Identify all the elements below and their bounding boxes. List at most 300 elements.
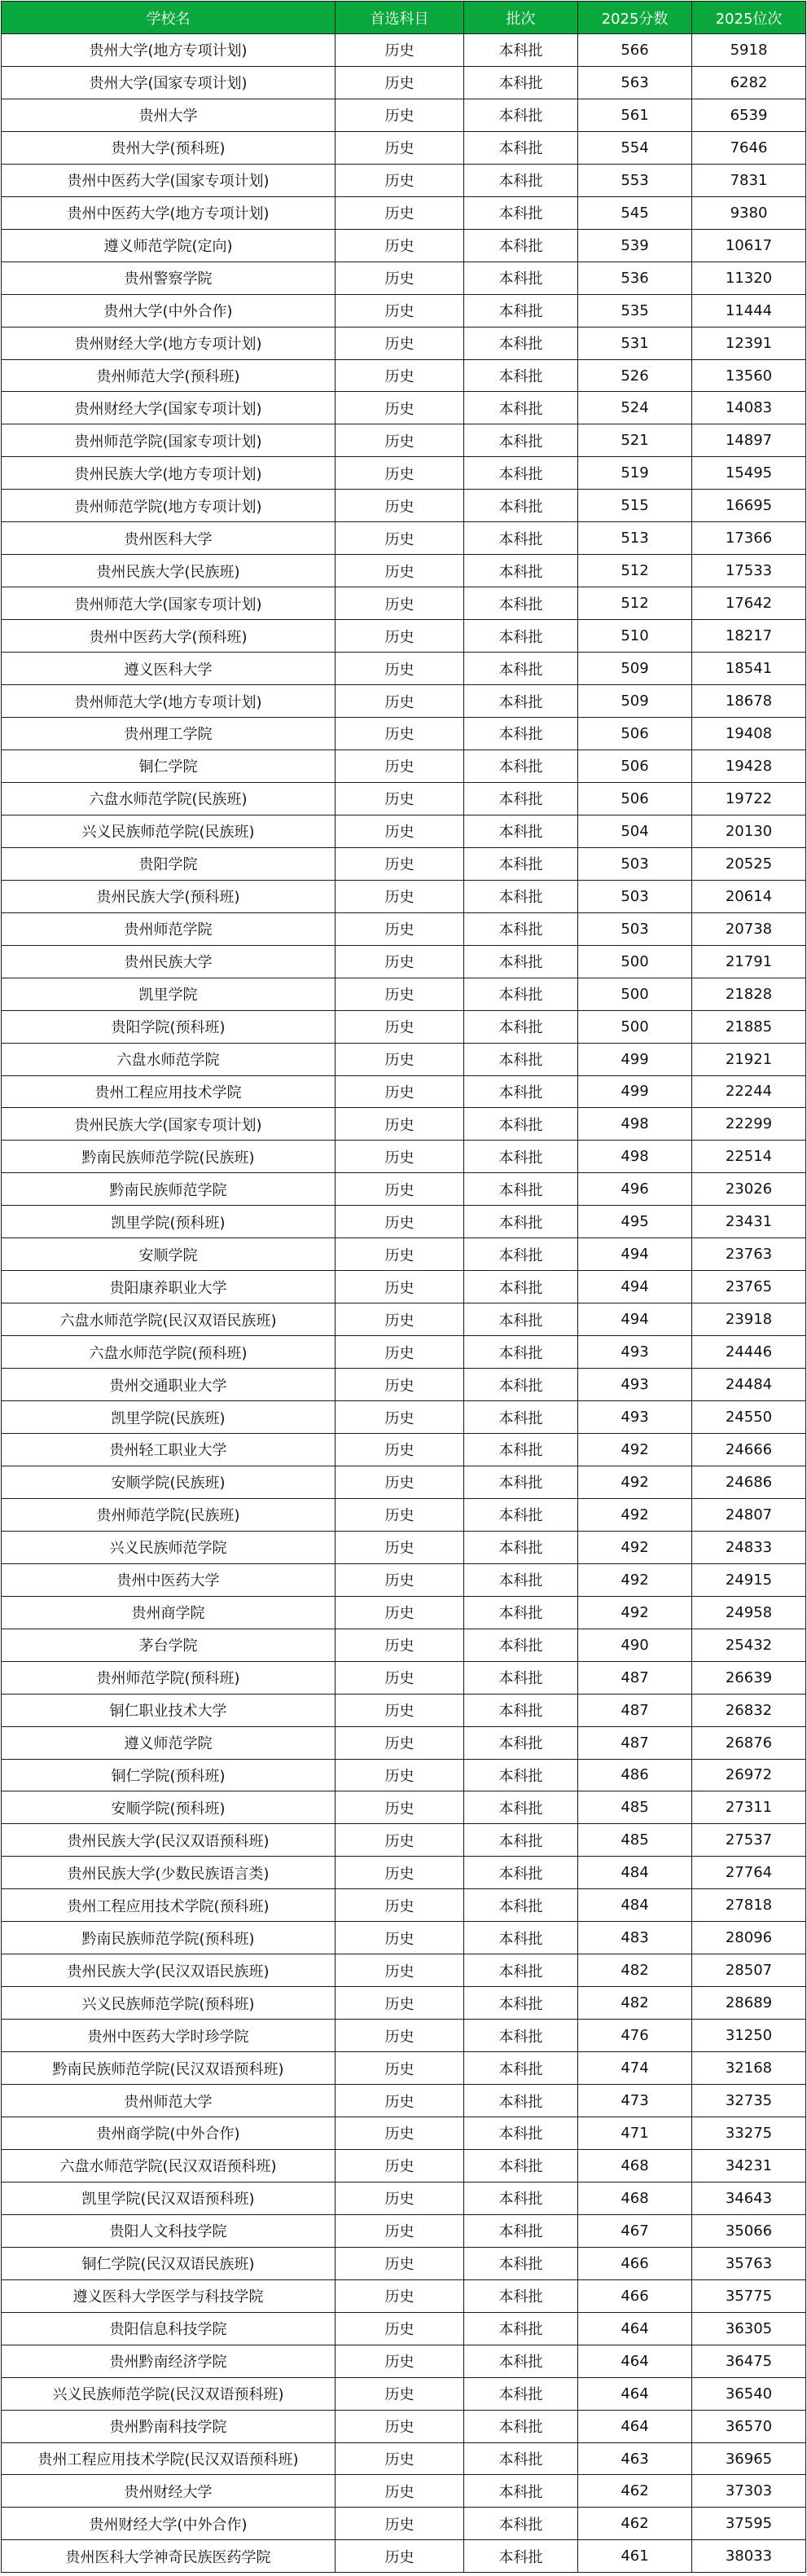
cell-subject: 历史	[336, 2377, 464, 2410]
cell-rank: 26972	[692, 1759, 806, 1791]
cell-school: 凯里学院(民汉双语预科班)	[2, 2182, 336, 2214]
table-row	[2, 1043, 806, 1075]
cell-subject: 历史	[336, 1791, 464, 1824]
page	[0, 1, 807, 2576]
cell-school: 铜仁学院(预科班)	[2, 1759, 336, 1791]
cell-subject: 历史	[336, 1531, 464, 1563]
cell-school: 贵州民族大学(民族班)	[2, 555, 336, 587]
cell-rank: 15495	[692, 457, 806, 490]
cell-rank: 36570	[692, 2410, 806, 2442]
table-row	[2, 620, 806, 653]
cell-batch: 本科批	[464, 1954, 578, 1987]
cell-school: 贵阳学院	[2, 847, 336, 880]
cell-batch: 本科批	[464, 1498, 578, 1531]
table-row	[2, 1857, 806, 1889]
table-row	[2, 2508, 806, 2540]
cell-batch: 本科批	[464, 522, 578, 555]
table-row	[2, 262, 806, 294]
cell-score: 474	[578, 2052, 692, 2085]
cell-subject: 历史	[336, 1661, 464, 1694]
cell-score: 509	[578, 653, 692, 685]
cell-score: 487	[578, 1726, 692, 1759]
cell-score: 503	[578, 912, 692, 945]
table-row	[2, 2377, 806, 2410]
cell-subject: 历史	[336, 1075, 464, 1108]
cell-batch: 本科批	[464, 815, 578, 847]
cell-batch: 本科批	[464, 2475, 578, 2508]
cell-subject: 历史	[336, 1596, 464, 1629]
table-row	[2, 1661, 806, 1694]
cell-subject: 历史	[336, 1369, 464, 1401]
cell-school: 贵阳信息科技学院	[2, 2312, 336, 2345]
cell-subject: 历史	[336, 490, 464, 522]
cell-subject: 历史	[336, 294, 464, 327]
cell-school: 铜仁学院(民汉双语民族班)	[2, 2247, 336, 2279]
cell-subject: 历史	[336, 1954, 464, 1987]
table-row	[2, 359, 806, 392]
table-row	[2, 2410, 806, 2442]
cell-school: 遵义师范学院(定向)	[2, 229, 336, 262]
cell-subject: 历史	[336, 1466, 464, 1498]
cell-school: 贵州师范学院(预科班)	[2, 1661, 336, 1694]
cell-rank: 32735	[692, 2085, 806, 2117]
cell-batch: 本科批	[464, 685, 578, 718]
cell-score: 461	[578, 2540, 692, 2573]
table-row	[2, 66, 806, 99]
cell-batch: 本科批	[464, 1694, 578, 1726]
cell-rank: 24958	[692, 1596, 806, 1629]
cell-score: 506	[578, 718, 692, 750]
table-row	[2, 2052, 806, 2085]
cell-batch: 本科批	[464, 880, 578, 912]
table-row	[2, 945, 806, 978]
cell-school: 六盘水师范学院(民汉双语民族班)	[2, 1303, 336, 1336]
table-row	[2, 229, 806, 262]
table-row	[2, 1108, 806, 1141]
cell-school: 贵州大学(中外合作)	[2, 294, 336, 327]
cell-batch: 本科批	[464, 2345, 578, 2377]
cell-batch: 本科批	[464, 2214, 578, 2247]
cell-batch: 本科批	[464, 1563, 578, 1596]
cell-batch: 本科批	[464, 1726, 578, 1759]
cell-rank: 10617	[692, 229, 806, 262]
cell-school: 贵州师范大学	[2, 2085, 336, 2117]
table-row	[2, 1303, 806, 1336]
cell-batch: 本科批	[464, 587, 578, 620]
table-row	[2, 424, 806, 457]
cell-score: 473	[578, 2085, 692, 2117]
cell-batch: 本科批	[464, 1466, 578, 1498]
table-row	[2, 522, 806, 555]
cell-rank: 7831	[692, 164, 806, 196]
table-row	[2, 587, 806, 620]
cell-score: 466	[578, 2279, 692, 2312]
cell-subject: 历史	[336, 66, 464, 99]
cell-subject: 历史	[336, 2442, 464, 2475]
cell-subject: 历史	[336, 2117, 464, 2150]
cell-subject: 历史	[336, 1563, 464, 1596]
table-row	[2, 2085, 806, 2117]
cell-score: 535	[578, 294, 692, 327]
cell-rank: 14897	[692, 424, 806, 457]
table-row	[2, 457, 806, 490]
cell-score: 512	[578, 555, 692, 587]
cell-batch: 本科批	[464, 34, 578, 67]
cell-batch: 本科批	[464, 1108, 578, 1141]
cell-batch: 本科批	[464, 99, 578, 131]
cell-batch: 本科批	[464, 1141, 578, 1173]
header-rank: 2025位次	[692, 2, 806, 34]
cell-score: 493	[578, 1369, 692, 1401]
cell-school: 贵阳康养职业大学	[2, 1271, 336, 1303]
cell-batch: 本科批	[464, 1043, 578, 1075]
cell-score: 499	[578, 1043, 692, 1075]
cell-batch: 本科批	[464, 1075, 578, 1108]
cell-score: 495	[578, 1206, 692, 1238]
cell-score: 482	[578, 1954, 692, 1987]
cell-subject: 历史	[336, 555, 464, 587]
cell-rank: 14083	[692, 392, 806, 424]
cell-score: 468	[578, 2182, 692, 2214]
cell-rank: 38033	[692, 2540, 806, 2573]
table-row	[2, 1596, 806, 1629]
cell-school: 凯里学院(民族班)	[2, 1401, 336, 1434]
header-score: 2025分数	[578, 2, 692, 34]
table-row	[2, 1629, 806, 1661]
cell-rank: 24833	[692, 1531, 806, 1563]
cell-rank: 13560	[692, 359, 806, 392]
cell-school: 黔南民族师范学院(民汉双语预科班)	[2, 2052, 336, 2085]
table-row	[2, 978, 806, 1010]
table-body	[2, 34, 806, 2573]
table-row	[2, 653, 806, 685]
cell-subject: 历史	[336, 1433, 464, 1466]
cell-subject: 历史	[336, 1173, 464, 1206]
cell-score: 498	[578, 1108, 692, 1141]
cell-rank: 7646	[692, 131, 806, 164]
cell-subject: 历史	[336, 750, 464, 782]
table-row	[2, 912, 806, 945]
cell-rank: 26876	[692, 1726, 806, 1759]
cell-school: 贵州师范学院(地方专项计划)	[2, 490, 336, 522]
cell-school: 贵州警察学院	[2, 262, 336, 294]
cell-score: 496	[578, 1173, 692, 1206]
cell-school: 贵州民族大学(地方专项计划)	[2, 457, 336, 490]
cell-score: 531	[578, 327, 692, 359]
table-row	[2, 327, 806, 359]
cell-batch: 本科批	[464, 620, 578, 653]
cell-score: 526	[578, 359, 692, 392]
cell-batch: 本科批	[464, 555, 578, 587]
table-row	[2, 2214, 806, 2247]
cell-rank: 24666	[692, 1433, 806, 1466]
cell-score: 539	[578, 229, 692, 262]
table-row	[2, 2442, 806, 2475]
table-row	[2, 1075, 806, 1108]
cell-subject: 历史	[336, 1629, 464, 1661]
cell-score: 492	[578, 1433, 692, 1466]
cell-rank: 12391	[692, 327, 806, 359]
cell-score: 490	[578, 1629, 692, 1661]
cell-school: 贵州医科大学	[2, 522, 336, 555]
header-school: 学校名	[2, 2, 336, 34]
cell-rank: 11320	[692, 262, 806, 294]
cell-rank: 22299	[692, 1108, 806, 1141]
header-row	[2, 2, 806, 34]
cell-subject: 历史	[336, 392, 464, 424]
table-row	[2, 2182, 806, 2214]
cell-score: 506	[578, 750, 692, 782]
cell-school: 贵州中医药大学时珍学院	[2, 2020, 336, 2052]
table-row	[2, 1759, 806, 1791]
cell-score: 492	[578, 1466, 692, 1498]
cell-subject: 历史	[336, 2052, 464, 2085]
cell-rank: 20525	[692, 847, 806, 880]
cell-score: 500	[578, 978, 692, 1010]
cell-score: 493	[578, 1336, 692, 1369]
cell-batch: 本科批	[464, 359, 578, 392]
cell-school: 贵州大学(地方专项计划)	[2, 34, 336, 67]
cell-score: 563	[578, 66, 692, 99]
cell-batch: 本科批	[464, 1433, 578, 1466]
table-row	[2, 555, 806, 587]
cell-batch: 本科批	[464, 912, 578, 945]
cell-rank: 24807	[692, 1498, 806, 1531]
cell-score: 492	[578, 1498, 692, 1531]
cell-rank: 37303	[692, 2475, 806, 2508]
cell-rank: 24686	[692, 1466, 806, 1498]
cell-batch: 本科批	[464, 2312, 578, 2345]
cell-batch: 本科批	[464, 1173, 578, 1206]
cell-batch: 本科批	[464, 490, 578, 522]
cell-school: 贵州中医药大学(地方专项计划)	[2, 196, 336, 229]
cell-rank: 18541	[692, 653, 806, 685]
table-header	[2, 2, 806, 34]
cell-batch: 本科批	[464, 2247, 578, 2279]
table-row	[2, 685, 806, 718]
cell-batch: 本科批	[464, 392, 578, 424]
cell-batch: 本科批	[464, 164, 578, 196]
cell-subject: 历史	[336, 1987, 464, 2020]
cell-score: 494	[578, 1271, 692, 1303]
cell-rank: 34231	[692, 2149, 806, 2182]
cell-batch: 本科批	[464, 1369, 578, 1401]
cell-batch: 本科批	[464, 294, 578, 327]
cell-score: 494	[578, 1303, 692, 1336]
cell-subject: 历史	[336, 34, 464, 67]
cell-rank: 23026	[692, 1173, 806, 1206]
cell-subject: 历史	[336, 229, 464, 262]
cell-score: 484	[578, 1857, 692, 1889]
cell-subject: 历史	[336, 782, 464, 815]
cell-rank: 19722	[692, 782, 806, 815]
cell-batch: 本科批	[464, 457, 578, 490]
cell-score: 486	[578, 1759, 692, 1791]
cell-rank: 27311	[692, 1791, 806, 1824]
cell-subject: 历史	[336, 685, 464, 718]
cell-subject: 历史	[336, 1010, 464, 1043]
table-row	[2, 99, 806, 131]
cell-score: 561	[578, 99, 692, 131]
cell-score: 536	[578, 262, 692, 294]
cell-school: 贵州大学	[2, 99, 336, 131]
cell-rank: 21921	[692, 1043, 806, 1075]
cell-batch: 本科批	[464, 2377, 578, 2410]
cell-batch: 本科批	[464, 2052, 578, 2085]
cell-school: 贵州大学(国家专项计划)	[2, 66, 336, 99]
cell-subject: 历史	[336, 2410, 464, 2442]
cell-batch: 本科批	[464, 1987, 578, 2020]
table-row	[2, 1531, 806, 1563]
cell-subject: 历史	[336, 1922, 464, 1954]
cell-subject: 历史	[336, 620, 464, 653]
cell-subject: 历史	[336, 847, 464, 880]
cell-school: 遵义医科大学	[2, 653, 336, 685]
cell-school: 贵州师范学院(国家专项计划)	[2, 424, 336, 457]
cell-school: 贵阳学院(预科班)	[2, 1010, 336, 1043]
cell-score: 485	[578, 1824, 692, 1857]
table-row	[2, 1369, 806, 1401]
cell-batch: 本科批	[464, 2117, 578, 2150]
cell-rank: 17642	[692, 587, 806, 620]
table-row	[2, 131, 806, 164]
cell-subject: 历史	[336, 262, 464, 294]
cell-score: 503	[578, 847, 692, 880]
cell-school: 贵阳人文科技学院	[2, 2214, 336, 2247]
cell-school: 贵州医科大学神奇民族医药学院	[2, 2540, 336, 2573]
cell-school: 黔南民族师范学院	[2, 1173, 336, 1206]
cell-subject: 历史	[336, 99, 464, 131]
cell-batch: 本科批	[464, 1661, 578, 1694]
table-row	[2, 782, 806, 815]
cell-school: 贵州财经大学(中外合作)	[2, 2508, 336, 2540]
cell-rank: 24915	[692, 1563, 806, 1596]
cell-rank: 26639	[692, 1661, 806, 1694]
cell-score: 484	[578, 1889, 692, 1922]
cell-school: 六盘水师范学院(民汉双语预科班)	[2, 2149, 336, 2182]
cell-batch: 本科批	[464, 196, 578, 229]
cell-subject: 历史	[336, 912, 464, 945]
table-row	[2, 2020, 806, 2052]
cell-rank: 21791	[692, 945, 806, 978]
cell-batch: 本科批	[464, 1857, 578, 1889]
cell-rank: 9380	[692, 196, 806, 229]
cell-subject: 历史	[336, 1271, 464, 1303]
cell-school: 贵州工程应用技术学院	[2, 1075, 336, 1108]
cell-school: 贵州大学(预科班)	[2, 131, 336, 164]
cell-subject: 历史	[336, 2508, 464, 2540]
cell-school: 贵州民族大学(预科班)	[2, 880, 336, 912]
cell-score: 485	[578, 1791, 692, 1824]
cell-batch: 本科批	[464, 131, 578, 164]
cell-school: 贵州交通职业大学	[2, 1369, 336, 1401]
cell-school: 遵义医科大学医学与科技学院	[2, 2279, 336, 2312]
cell-rank: 23765	[692, 1271, 806, 1303]
cell-score: 509	[578, 685, 692, 718]
cell-score: 487	[578, 1694, 692, 1726]
cell-rank: 36305	[692, 2312, 806, 2345]
cell-score: 463	[578, 2442, 692, 2475]
cell-school: 安顺学院	[2, 1238, 336, 1271]
cell-batch: 本科批	[464, 1238, 578, 1271]
cell-rank: 26832	[692, 1694, 806, 1726]
table-row	[2, 164, 806, 196]
cell-rank: 20738	[692, 912, 806, 945]
cell-subject: 历史	[336, 1336, 464, 1369]
cell-rank: 34643	[692, 2182, 806, 2214]
admission-score-table	[1, 1, 806, 2573]
cell-subject: 历史	[336, 196, 464, 229]
cell-rank: 19428	[692, 750, 806, 782]
cell-score: 500	[578, 945, 692, 978]
cell-score: 554	[578, 131, 692, 164]
cell-subject: 历史	[336, 587, 464, 620]
cell-batch: 本科批	[464, 1303, 578, 1336]
cell-subject: 历史	[336, 2182, 464, 2214]
cell-rank: 22514	[692, 1141, 806, 1173]
cell-batch: 本科批	[464, 1271, 578, 1303]
cell-subject: 历史	[336, 2540, 464, 2573]
cell-rank: 35775	[692, 2279, 806, 2312]
cell-rank: 5918	[692, 34, 806, 67]
cell-score: 462	[578, 2475, 692, 2508]
cell-rank: 23763	[692, 1238, 806, 1271]
cell-school: 贵州商学院(中外合作)	[2, 2117, 336, 2150]
cell-batch: 本科批	[464, 2020, 578, 2052]
cell-school: 贵州工程应用技术学院(民汉双语预科班)	[2, 2442, 336, 2475]
cell-subject: 历史	[336, 2149, 464, 2182]
cell-batch: 本科批	[464, 2540, 578, 2573]
cell-score: 467	[578, 2214, 692, 2247]
cell-batch: 本科批	[464, 1401, 578, 1434]
cell-subject: 历史	[336, 1303, 464, 1336]
cell-score: 512	[578, 587, 692, 620]
cell-school: 贵州中医药大学(国家专项计划)	[2, 164, 336, 196]
table-row	[2, 1433, 806, 1466]
cell-score: 521	[578, 424, 692, 457]
cell-rank: 33275	[692, 2117, 806, 2150]
cell-score: 494	[578, 1238, 692, 1271]
cell-rank: 18217	[692, 620, 806, 653]
cell-score: 510	[578, 620, 692, 653]
cell-school: 铜仁职业技术大学	[2, 1694, 336, 1726]
cell-score: 499	[578, 1075, 692, 1108]
cell-subject: 历史	[336, 1726, 464, 1759]
cell-subject: 历史	[336, 1141, 464, 1173]
cell-school: 遵义师范学院	[2, 1726, 336, 1759]
cell-batch: 本科批	[464, 1791, 578, 1824]
cell-score: 553	[578, 164, 692, 196]
cell-rank: 28507	[692, 1954, 806, 1987]
cell-batch: 本科批	[464, 945, 578, 978]
cell-rank: 27818	[692, 1889, 806, 1922]
cell-subject: 历史	[336, 424, 464, 457]
cell-rank: 23918	[692, 1303, 806, 1336]
table-row	[2, 294, 806, 327]
cell-rank: 36965	[692, 2442, 806, 2475]
table-row	[2, 1824, 806, 1857]
cell-subject: 历史	[336, 1108, 464, 1141]
cell-score: 504	[578, 815, 692, 847]
cell-score: 482	[578, 1987, 692, 2020]
table-row	[2, 815, 806, 847]
cell-school: 安顺学院(民族班)	[2, 1466, 336, 1498]
cell-batch: 本科批	[464, 229, 578, 262]
cell-subject: 历史	[336, 2020, 464, 2052]
table-row	[2, 1206, 806, 1238]
cell-score: 566	[578, 34, 692, 67]
cell-score: 492	[578, 1531, 692, 1563]
